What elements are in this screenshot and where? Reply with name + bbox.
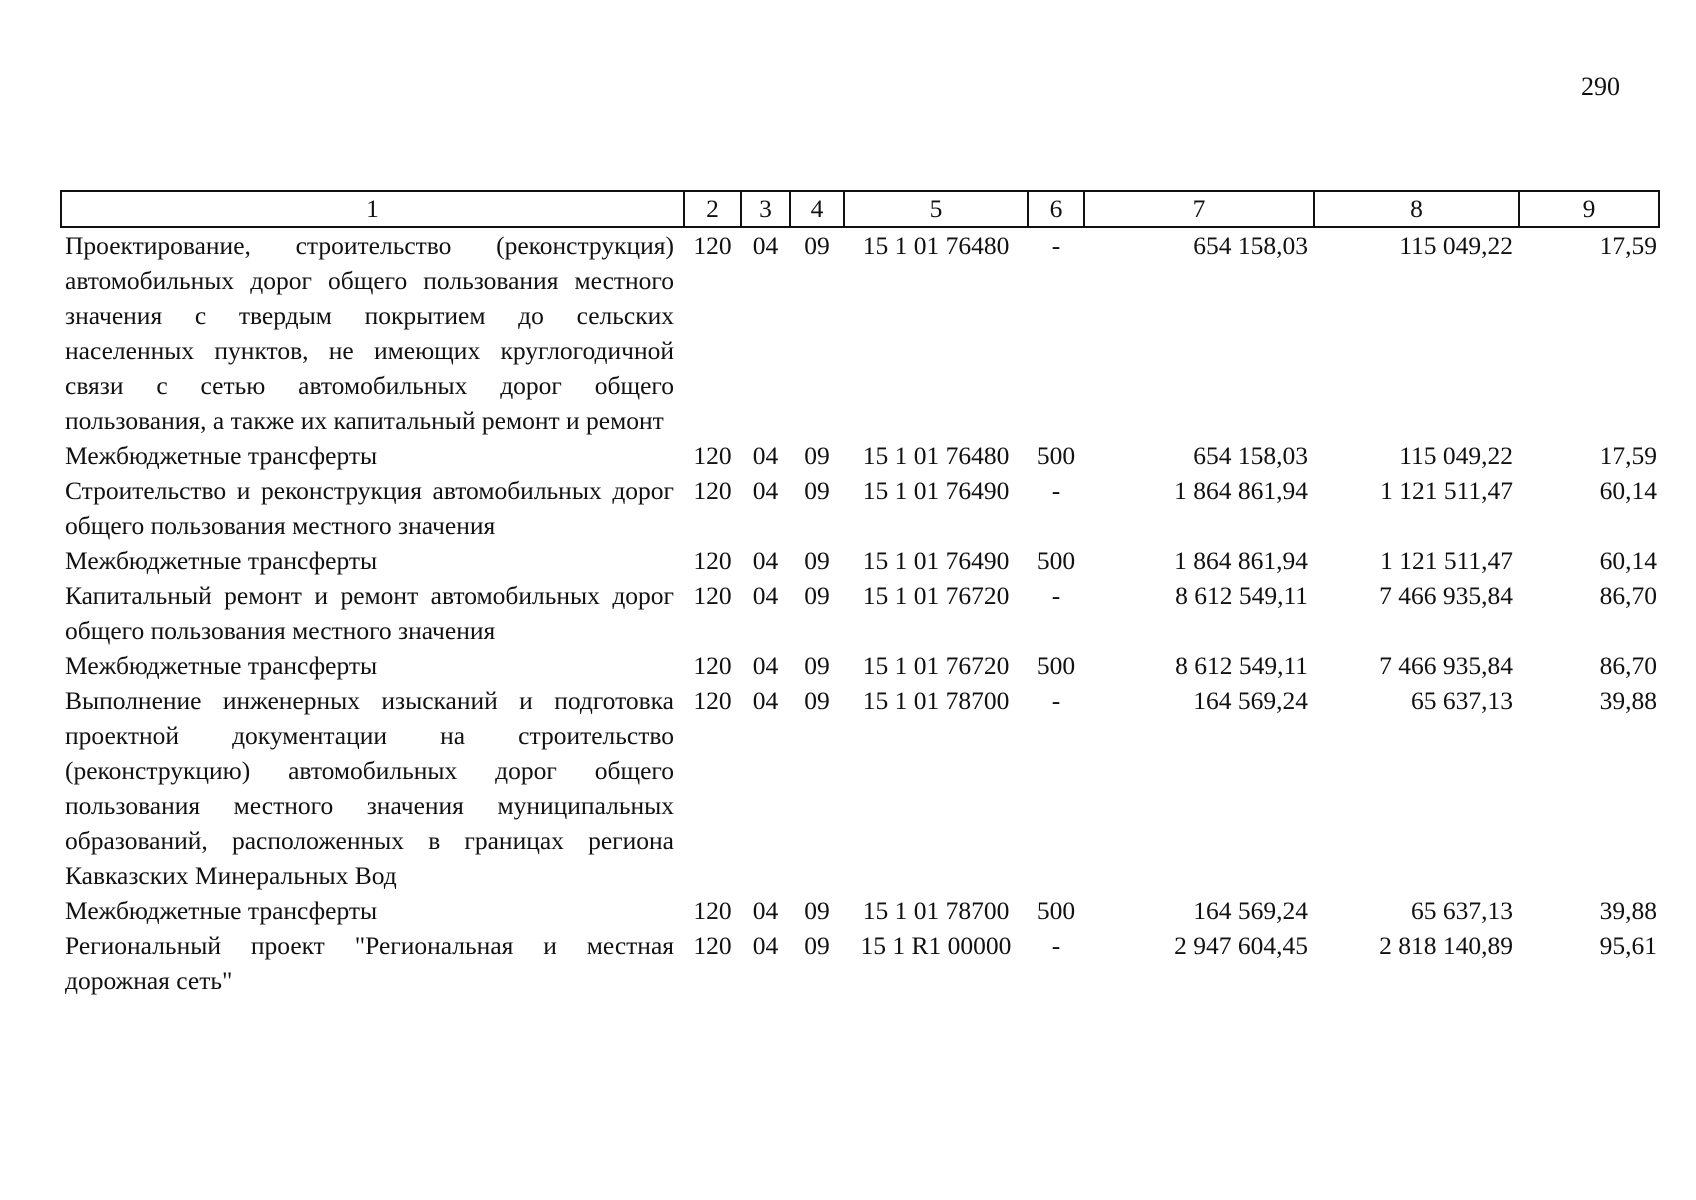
row-ministry-code: 120 bbox=[693, 476, 732, 505]
row-target-code: 15 1 01 78700 bbox=[862, 896, 1010, 925]
table-row bbox=[61, 893, 1659, 928]
row-percent: 86,70 bbox=[1599, 581, 1657, 610]
row-expense-type: - bbox=[1051, 931, 1061, 960]
row-expense-type: 500 bbox=[1036, 651, 1076, 680]
row-name: Строительство и реконструкция автомобильных дорог общего пользования местного значения bbox=[65, 476, 674, 540]
row-executed: 1 121 511,47 bbox=[1380, 476, 1513, 505]
row-expense-type: 500 bbox=[1036, 441, 1076, 470]
row-subsection-code: 09 bbox=[804, 686, 830, 715]
table-row bbox=[61, 928, 1659, 998]
row-target-code: 15 1 01 76490 bbox=[862, 546, 1010, 575]
row-planned: 8 612 549,11 bbox=[1175, 651, 1308, 680]
row-executed: 65 637,13 bbox=[1411, 686, 1513, 715]
col-header-2: 2 bbox=[684, 191, 741, 227]
row-executed: 2 818 140,89 bbox=[1379, 931, 1513, 960]
row-subsection-code: 09 bbox=[804, 546, 830, 575]
row-ministry-code: 120 bbox=[693, 231, 732, 260]
row-expense-type: - bbox=[1051, 231, 1061, 260]
row-subsection-code: 09 bbox=[804, 476, 830, 505]
row-executed: 7 466 935,84 bbox=[1379, 651, 1513, 680]
row-subsection-code: 09 bbox=[804, 896, 830, 925]
col-header-7: 7 bbox=[1084, 191, 1314, 227]
row-name: Межбюджетные трансферты bbox=[65, 441, 378, 470]
row-executed: 115 049,22 bbox=[1399, 441, 1513, 470]
row-percent: 39,88 bbox=[1599, 896, 1657, 925]
col-header-1: 1 bbox=[61, 191, 684, 227]
row-target-code: 15 1 01 76490 bbox=[862, 476, 1010, 505]
row-executed: 7 466 935,84 bbox=[1379, 581, 1513, 610]
row-executed: 1 121 511,47 bbox=[1380, 546, 1513, 575]
col-header-3: 3 bbox=[741, 191, 790, 227]
table-row bbox=[61, 473, 1659, 543]
row-planned: 164 569,24 bbox=[1193, 686, 1308, 715]
row-target-code: 15 1 01 78700 bbox=[862, 686, 1010, 715]
header-row bbox=[61, 191, 1659, 227]
row-percent: 60,14 bbox=[1599, 546, 1657, 575]
table-row bbox=[61, 683, 1659, 893]
table-row bbox=[61, 438, 1659, 473]
row-expense-type: - bbox=[1051, 686, 1061, 715]
row-planned: 654 158,03 bbox=[1193, 441, 1308, 470]
row-target-code: 15 1 01 76720 bbox=[862, 581, 1010, 610]
row-name: Межбюджетные трансферты bbox=[65, 651, 378, 680]
row-percent: 17,59 bbox=[1599, 441, 1657, 470]
row-percent: 39,88 bbox=[1599, 686, 1657, 715]
row-section-code: 04 bbox=[752, 476, 779, 505]
row-executed: 115 049,22 bbox=[1399, 231, 1513, 260]
table-row bbox=[61, 648, 1659, 683]
row-section-code: 04 bbox=[752, 651, 779, 680]
table-row bbox=[61, 578, 1659, 648]
page-number: 290 bbox=[1581, 72, 1620, 101]
table-row bbox=[61, 543, 1659, 578]
row-expense-type: 500 bbox=[1036, 896, 1076, 925]
row-planned: 2 947 604,45 bbox=[1174, 931, 1308, 960]
row-name: Капитальный ремонт и ремонт автомобильных дорог общего пользования местного значения bbox=[65, 581, 674, 645]
col-header-9: 9 bbox=[1519, 191, 1659, 227]
row-percent: 60,14 bbox=[1599, 476, 1657, 505]
row-percent: 86,70 bbox=[1599, 651, 1657, 680]
row-name: Межбюджетные трансферты bbox=[65, 896, 378, 925]
row-section-code: 04 bbox=[752, 896, 779, 925]
row-subsection-code: 09 bbox=[804, 231, 830, 260]
row-ministry-code: 120 bbox=[693, 546, 732, 575]
row-ministry-code: 120 bbox=[693, 686, 732, 715]
row-expense-type: - bbox=[1051, 476, 1061, 505]
row-planned: 1 864 861,94 bbox=[1174, 546, 1308, 575]
row-name: Межбюджетные трансферты bbox=[65, 546, 378, 575]
row-name: Выполнение инженерных изысканий и подготовка проектной документации на строительство (реконструкцию) автомобильных дорог общего пользования местного значения муниципальных образований, расположенных в границах региона Кавказских Минеральных Вод bbox=[65, 686, 674, 890]
row-target-code: 15 1 01 76480 bbox=[862, 231, 1010, 260]
row-section-code: 04 bbox=[752, 686, 779, 715]
table-row bbox=[61, 227, 1659, 438]
row-planned: 8 612 549,11 bbox=[1175, 581, 1308, 610]
row-executed: 65 637,13 bbox=[1411, 896, 1513, 925]
row-ministry-code: 120 bbox=[693, 931, 732, 960]
row-subsection-code: 09 bbox=[804, 651, 830, 680]
row-target-code: 15 1 01 76480 bbox=[862, 441, 1010, 470]
row-target-code: 15 1 01 76720 bbox=[862, 651, 1010, 680]
row-planned: 164 569,24 bbox=[1193, 896, 1308, 925]
row-subsection-code: 09 bbox=[804, 581, 830, 610]
row-name: Проектирование, строительство (реконструкция) автомобильных дорог общего пользования местного значения с твердым покрытием до сельских населенных пунктов, не имеющих круглогодичной связи с сетью автомобильных дорог общего пользования, а также их капитальный ремонт и ремонт bbox=[65, 231, 674, 435]
row-ministry-code: 120 bbox=[693, 896, 732, 925]
row-expense-type: - bbox=[1051, 581, 1061, 610]
budget-table bbox=[60, 190, 1660, 998]
row-section-code: 04 bbox=[752, 546, 779, 575]
col-header-5: 5 bbox=[844, 191, 1028, 227]
row-ministry-code: 120 bbox=[693, 581, 732, 610]
row-section-code: 04 bbox=[752, 931, 779, 960]
row-target-code: 15 1 R1 00000 bbox=[860, 931, 1012, 960]
row-subsection-code: 09 bbox=[804, 441, 830, 470]
col-header-4: 4 bbox=[790, 191, 844, 227]
row-ministry-code: 120 bbox=[693, 651, 732, 680]
row-expense-type: 500 bbox=[1036, 546, 1076, 575]
row-percent: 95,61 bbox=[1599, 931, 1657, 960]
row-section-code: 04 bbox=[752, 231, 779, 260]
row-ministry-code: 120 bbox=[693, 441, 732, 470]
row-name: Региональный проект "Региональная и местная дорожная сеть" bbox=[65, 931, 674, 995]
col-header-6: 6 bbox=[1028, 191, 1084, 227]
row-planned: 1 864 861,94 bbox=[1174, 476, 1308, 505]
col-header-8: 8 bbox=[1314, 191, 1519, 227]
row-section-code: 04 bbox=[752, 441, 779, 470]
row-planned: 654 158,03 bbox=[1193, 231, 1308, 260]
row-percent: 17,59 bbox=[1599, 231, 1657, 260]
row-section-code: 04 bbox=[752, 581, 779, 610]
row-subsection-code: 09 bbox=[804, 931, 830, 960]
